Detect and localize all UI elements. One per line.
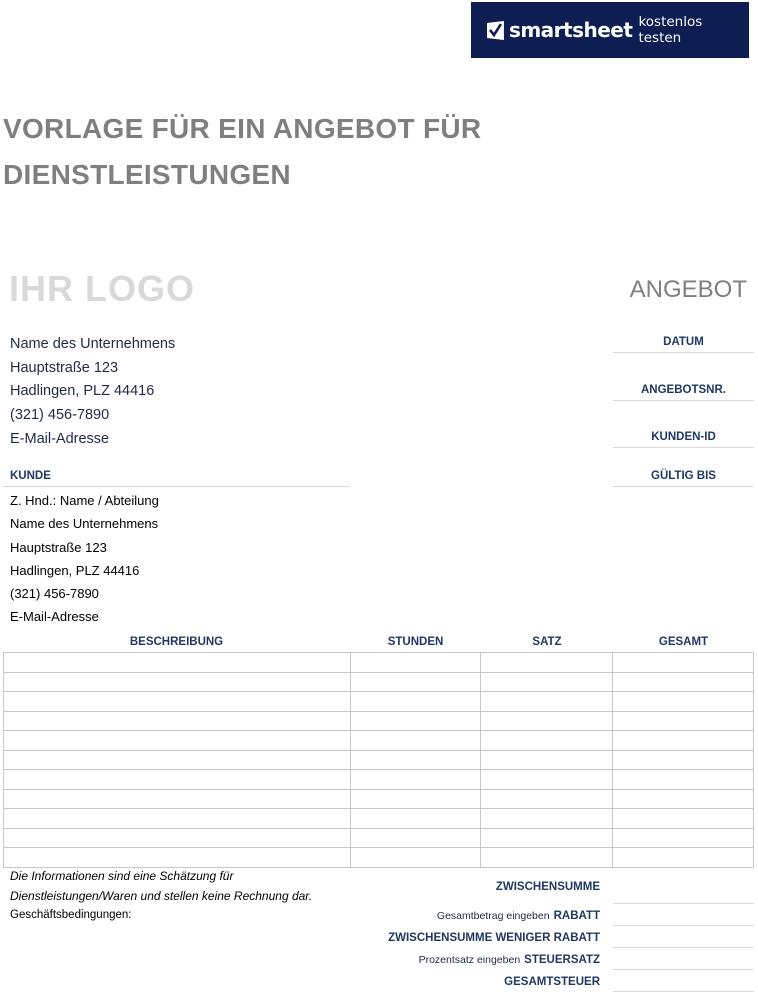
cell-rate[interactable] [481, 848, 613, 868]
discount-value[interactable] [613, 904, 754, 926]
cell-hours[interactable] [350, 692, 481, 712]
client-section-label: KUNDE [3, 470, 350, 487]
table-row [4, 731, 754, 751]
tax-rate-value[interactable] [613, 948, 754, 970]
cell-description[interactable] [4, 750, 351, 770]
table-row [4, 770, 754, 790]
customer-id-field[interactable]: KUNDEN-ID [613, 431, 754, 448]
cell-total[interactable] [613, 672, 754, 692]
subtotal-label: ZWISCHENSUMME [495, 881, 600, 893]
trial-cta: kostenlos testen [638, 14, 703, 46]
cell-description[interactable] [4, 770, 351, 790]
document-type-heading: ANGEBOT [629, 276, 747, 303]
tax-rate-row [380, 948, 754, 970]
cell-rate[interactable] [481, 711, 613, 731]
subtotal-less-discount-row [380, 926, 754, 948]
cell-hours[interactable] [350, 809, 481, 829]
estimate-disclaimer [10, 867, 312, 906]
cell-hours[interactable] [350, 711, 481, 731]
table-row [4, 672, 754, 692]
col-total: GESAMT [658, 636, 709, 648]
client-street[interactable]: Hauptstraße 123 [10, 539, 107, 555]
cell-rate[interactable] [481, 692, 613, 712]
cell-rate[interactable] [481, 731, 613, 751]
discount-label: RABATT [553, 910, 600, 922]
subtotal-less-discount-label: ZWISCHENSUMME WENIGER RABATT [388, 932, 600, 944]
company-phone[interactable]: (321) 456-7890 [10, 407, 110, 424]
col-rate: SATZ [532, 636, 562, 648]
cell-hours[interactable] [350, 770, 481, 790]
total-tax-value[interactable] [613, 970, 754, 992]
cell-rate[interactable] [481, 828, 613, 848]
subtotal-value[interactable] [613, 867, 754, 904]
company-email[interactable]: E-Mail-Adresse [10, 430, 110, 447]
table-row [4, 828, 754, 848]
line-items-header [3, 634, 754, 652]
table-row [4, 848, 754, 868]
cell-total[interactable] [613, 731, 754, 751]
table-row [4, 711, 754, 731]
company-city[interactable]: Hadlingen, PLZ 44416 [10, 383, 155, 400]
cell-rate[interactable] [481, 750, 613, 770]
client-attention[interactable]: Z. Hnd.: Name / Abteilung [10, 493, 159, 508]
cell-total[interactable] [613, 692, 754, 712]
cell-total[interactable] [613, 770, 754, 790]
total-tax-row [380, 970, 754, 992]
discount-hint: Gesamtbetrag eingeben [436, 910, 550, 922]
company-street[interactable]: Hauptstraße 123 [10, 359, 119, 376]
logo-placeholder[interactable]: IHR LOGO [9, 268, 195, 309]
client-city[interactable]: Hadlingen, PLZ 44416 [10, 562, 140, 578]
table-row [4, 809, 754, 829]
cell-hours[interactable] [350, 848, 481, 868]
cell-description[interactable] [4, 848, 351, 868]
cell-hours[interactable] [350, 653, 481, 673]
discount-row [380, 904, 754, 926]
date-field[interactable]: DATUM [613, 336, 754, 353]
cell-hours[interactable] [350, 731, 481, 751]
cell-description[interactable] [4, 789, 351, 809]
cell-total[interactable] [613, 809, 754, 829]
cell-rate[interactable] [481, 653, 613, 673]
smartsheet-trial-banner[interactable] [471, 2, 749, 58]
tax-rate-hint: Prozentsatz eingeben [418, 954, 521, 966]
client-info [10, 491, 159, 631]
tax-rate-label: STEUERSATZ [524, 954, 600, 966]
table-row [4, 692, 754, 712]
cell-description[interactable] [4, 828, 351, 848]
cell-hours[interactable] [350, 750, 481, 770]
brand-name: smartsheet [508, 18, 633, 42]
table-row [4, 750, 754, 770]
cell-description[interactable] [4, 731, 351, 751]
cell-rate[interactable] [481, 789, 613, 809]
col-description: BESCHREIBUNG [129, 636, 224, 648]
table-row [4, 653, 754, 673]
cell-description[interactable] [4, 653, 351, 673]
line-items-table [3, 652, 754, 868]
disclaimer-line-1: Die Informationen sind eine Schätzung für [10, 869, 234, 883]
cell-description[interactable] [4, 692, 351, 712]
checkmark-logo-icon [487, 21, 504, 40]
cell-description[interactable] [4, 711, 351, 731]
cell-rate[interactable] [481, 770, 613, 790]
quote-number-field[interactable]: ANGEBOTSNR. [613, 384, 754, 401]
cell-hours[interactable] [350, 789, 481, 809]
terms-label[interactable]: Geschäftsbedingungen: [10, 909, 132, 921]
cell-total[interactable] [613, 711, 754, 731]
subtotal-row [380, 867, 754, 904]
cell-total[interactable] [613, 789, 754, 809]
client-phone[interactable]: (321) 456-7890 [10, 586, 99, 602]
cell-total[interactable] [613, 848, 754, 868]
table-row [4, 789, 754, 809]
cell-description[interactable] [4, 672, 351, 692]
valid-until-field[interactable]: GÜLTIG BIS [613, 470, 754, 487]
cell-rate[interactable] [481, 672, 613, 692]
total-tax-label: GESAMTSTEUER [504, 976, 600, 988]
cell-hours[interactable] [350, 672, 481, 692]
company-name[interactable]: Name des Unternehmens [10, 336, 176, 352]
cell-description[interactable] [4, 809, 351, 829]
client-email[interactable]: E-Mail-Adresse [10, 609, 99, 625]
disclaimer-line-2: Dienstleistungen/Waren und stellen keine Rechnung dar. [10, 888, 313, 903]
col-hours: STUNDEN [387, 636, 444, 648]
cell-total[interactable] [613, 750, 754, 770]
cell-hours[interactable] [350, 828, 481, 848]
cell-total[interactable] [613, 828, 754, 848]
client-name[interactable]: Name des Unternehmens [10, 516, 159, 532]
page-title: VORLAGE FÜR EIN ANGEBOT FÜR DIENSTLEISTUNGEN [3, 113, 482, 190]
subtotal-less-discount-value[interactable] [613, 926, 754, 948]
cell-rate[interactable] [481, 809, 613, 829]
cell-total[interactable] [613, 653, 754, 673]
company-info [10, 333, 175, 451]
